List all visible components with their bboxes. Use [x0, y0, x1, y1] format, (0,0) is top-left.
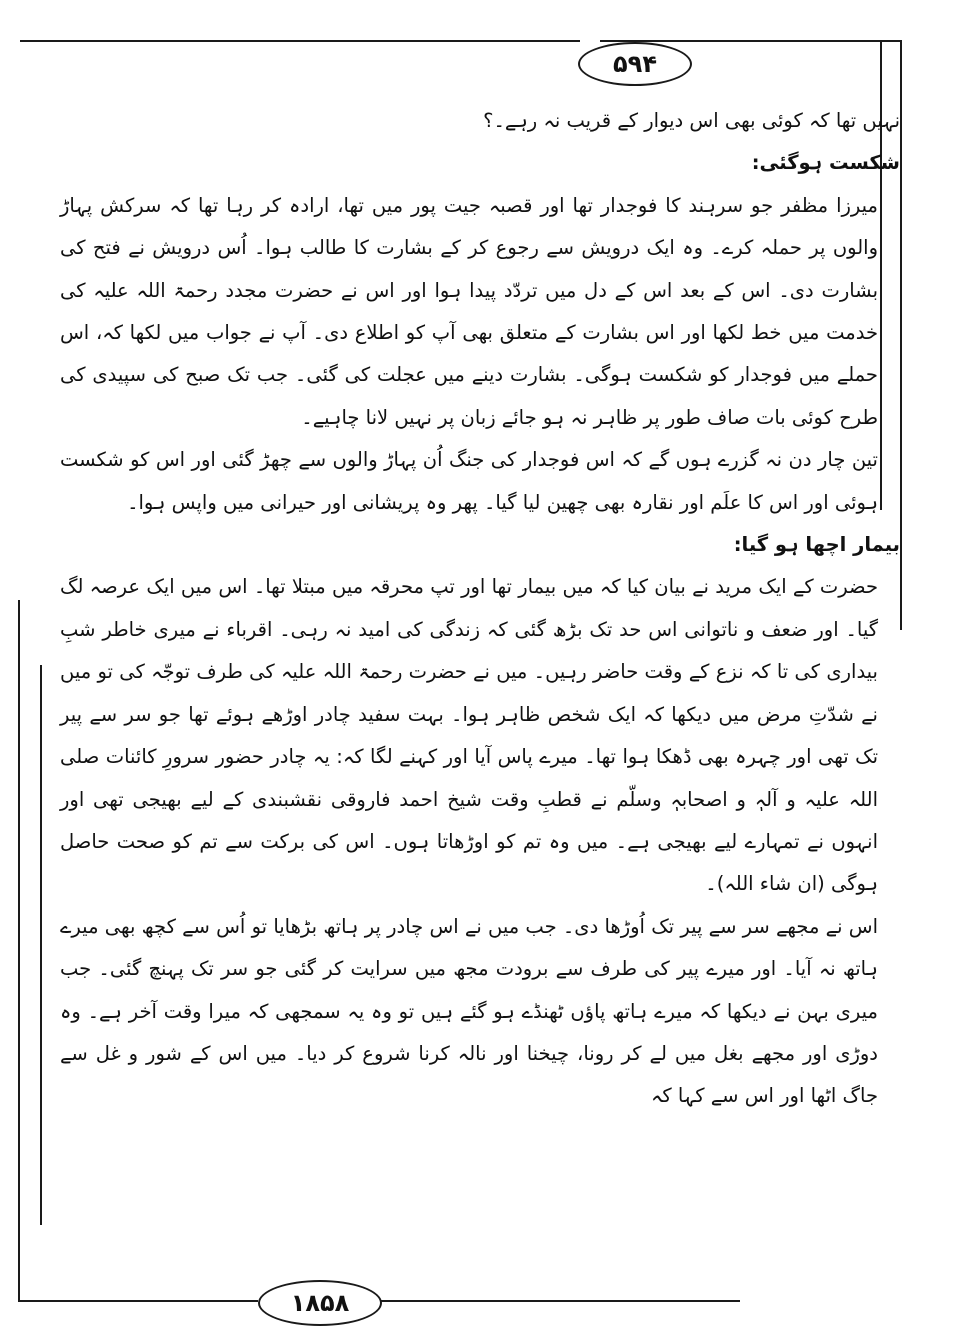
frame-line-right-outer: [900, 40, 902, 630]
para-1: نہیں تھا کہ کوئی بھی اس دیوار کے قریب نہ رہے۔؟: [483, 109, 900, 132]
para-2: میرزا مظفر جو سرہند کا فوجدار تھا اور قصبہ جیت پور میں تھا، ارادہ کر رہا تھا کہ سرکش پہاڑ والوں پر حملہ کرے۔ وہ ایک درویش سے رجوع کر کے بشارت کا طالب ہوا۔ اُس درویش نے فتح کی بشارت دی۔ اس کے بعد اس کے دل میں تردّد پیدا ہوا اور اس نے حضرت مجدد رحمۃ اللہ علیہ کی خدمت میں خط لکھا اور اس بشارت کے متعلق بھی آپ کو اطلاع دی۔ آپ نے جواب میں لکھا کہ، اس حملے میں فوجدار کو شکست ہوگی۔ بشارت دینے میں عجلت کی گئی۔ جب تک صبح کی سپیدی کی طرح کوئی بات صاف طور پر ظاہر نہ ہو جائے زبان پر نہیں لانا چاہیے۔: [60, 193, 878, 429]
para-5: اس نے مجھے سر سے پیر تک اُوڑھا دی۔ جب میں نے اس چادر پر ہاتھ بڑھایا تو اُس سے کچھ بھی میرے ہاتھ نہ آیا۔ اور میرے پیر کی طرف سے برودت مجھ میں سرایت کر گئی جو سر تک پہنچ گئی۔ جب میری بہن نے دیکھا کہ میرے ہاتھ پاؤں ٹھنڈے ہو گئے ہیں تو وہ یہ سمجھی کہ میرا وقت آخر ہے۔ وہ دوڑی اور مجھے بغل میں لے کر رونا، چیخنا اور نالہ کرنا شروع کر دیا۔ میں اس کے شور و غل سے جاگ اٹھا اور اس سے کہا کہ: [60, 914, 878, 1108]
page-number-top: ۵۹۴: [578, 42, 692, 86]
heading-defeat: شکست ہوگئی:: [751, 151, 900, 175]
para-3: تین چار دن نہ گزرے ہوں گے کہ اس فوجدار کی جنگ اُن پہاڑ والوں سے چھڑ گئی اور اس کو شکست ہوئی اور اس کا علَم اور نقارہ بھی چھین لیا گیا۔ پھر وہ پریشانی اور حیرانی میں واپس ہوا۔: [60, 448, 878, 514]
frame-line-bottom-right: [380, 1300, 740, 1302]
heading-patient-recovered: بیمار اچھا ہو گیا:: [733, 533, 900, 557]
page-text: [60, 100, 900, 1118]
frame-line-left-inner: [40, 665, 42, 1225]
frame-line-bottom-left: [18, 1300, 258, 1302]
frame-line-top: [20, 40, 580, 42]
para-4: حضرت کے ایک مرید نے بیان کیا کہ میں بیمار تھا اور تپ محرقہ میں مبتلا تھا۔ اس میں ایک عرصہ لگ گیا۔ اور ضعف و ناتوانی اس حد تک بڑھ گئی کہ زندگی کی امید نہ رہی۔ اقرباء نے میری خاطر شبِ بیداری کی تا کہ نزع کے وقت حاضر رہیں۔ میں نے حضرت رحمۃ اللہ علیہ کی طرف توجّہ کی تو میں نے شدّتِ مرض میں دیکھا کہ ایک شخص ظاہر ہوا۔ بہت سفید چادر اوڑھے ہوئے تھا جو سر سے پیر تک تھی اور چہرہ بھی ڈھکا ہوا تھا۔ میرے پاس آیا اور کہنے لگا کہ: یہ چادر حضور سرورِ کائنات صلی اللہ علیہ و آلہٖ و اصحابہٖ وسلّم نے قطبِ وقت شیخ احمد فاروقی نقشبندی کے لیے بھیجی تھی اور انہوں نے تمہارے لیے بھیجی ہے۔ میں وہ تم کو اوڑھاتا ہوں۔ اس کی برکت سے تم کو صحت حاصل ہوگی (ان شاء اللہ)۔: [60, 575, 878, 896]
frame-line-left-outer: [18, 600, 20, 1300]
page-number-bottom: ۱۸۵۸: [258, 1280, 382, 1326]
